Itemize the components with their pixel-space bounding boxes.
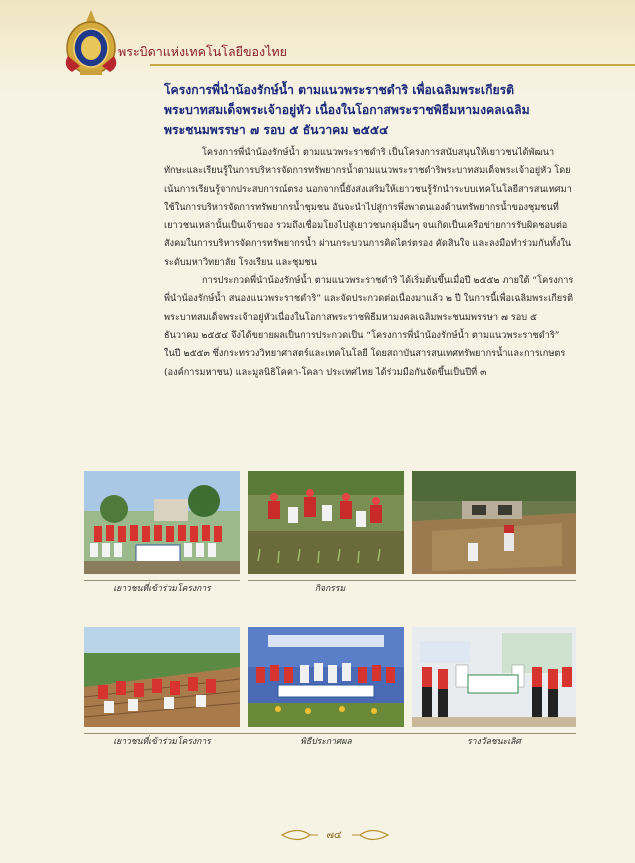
- article-title: [164, 80, 564, 140]
- header-divider: [150, 64, 635, 66]
- photo-caption: เยาวชนที่เข้าร่วมโครงการ: [113, 737, 211, 747]
- photo-canal-activity: [412, 471, 576, 574]
- photo-caption: พิธีประกาศผล: [300, 737, 352, 747]
- header-title: พระบิดาแห่งเทคโนโลยีของไทย: [118, 44, 287, 59]
- royal-emblem-icon: [60, 8, 122, 78]
- article-title-line: โครงการพี่นำน้องรักษ์น้ำ ตามแนวพระราชดำริ เพื่อเฉลิมพระเกียรติ: [164, 83, 515, 97]
- photo-caption: รางวัลชนะเลิศ: [467, 737, 521, 747]
- photo-first-prize: [412, 627, 576, 727]
- article-paragraph: การประกวดพี่นำน้องรักษ์น้ำ ตามแนวพระราชดำริ ได้เริ่มต้นขึ้นเมื่อปี ๒๕๕๒ ภายใต้ “โครงการพี่นำน้องรักษ์น้ำ สนองแนวพระราชดำริ” และจัดประกวดต่อเนื่องมาแล้ว ๒ ปี ในการนี้เพื่อเฉลิมพระเกียรติพระบาทสมเด็จพระเจ้าอยู่หัวเนื่องในโอกาสพระราชพิธีมหามงคลเฉลิมพระชนมพรรษา ๗ รอบ ๕ ธันวาคม ๒๕๕๔ จึงได้ขยายผลเป็นการประกวดเป็น “โครงการพี่นำน้องรักษ์น้ำ ตามแนวพระราชดำริ” ในปี ๒๕๕๓ ซึ่งกระทรวงวิทยาศาสตร์และเทคโนโลยี โดยสถาบันสารสนเทศทรัพยากรน้ำและการเกษตร (องค์การมหาชน) และมูลนิธิโคคา-โคลา ประเทศไทย ได้ร่วมมือกันจัดขึ้นเป็นปีที่ ๓: [164, 275, 574, 378]
- article-title-line: พระบาทสมเด็จพระเจ้าอยู่หัว เนื่องในโอกาสพระราชพิธีมหามงคลเฉลิม: [164, 103, 530, 117]
- photo-caption: กิจกรรม: [314, 584, 346, 594]
- photo-award-ceremony: [248, 627, 404, 727]
- article-title-line: พระชนมพรรษา ๗ รอบ ๕ ธันวาคม ๒๕๕๔: [164, 123, 389, 137]
- photo-youth-group-outdoor: [84, 471, 240, 574]
- page-number: ๗๔: [326, 830, 342, 841]
- article-body: [164, 144, 574, 382]
- photo-caption: เยาวชนที่เข้าร่วมโครงการ: [113, 584, 211, 594]
- photo-planting-activity: [248, 471, 404, 574]
- article-paragraph: โครงการพี่นำน้องรักษ์น้ำ ตามแนวพระราชดำริ เป็นโครงการสนับสนุนให้เยาวชนได้พัฒนาทักษะและเรียนรู้ในการบริหารจัดการทรัพยากรน้ำตามแนวพระราชดำริพระบาทสมเด็จพระเจ้าอยู่หัว โดยเน้นการเรียนรู้จากประสบการณ์ตรง นอกจากนี้ยังส่งเสริมให้เยาวชนรู้รักนำระบบเทคโนโลยีสารสนเทศมาใช้ในการบริหารจัดการทรัพยากรน้ำชุมชน อันจะนำไปสู่การพึ่งพาตนเองด้านทรัพยากรน้ำของชุมชนที่เยาวชนเหล่านั้นเป็นเจ้าของ รวมถึงเชื่อมโยงไปสู่เยาวชนกลุ่มอื่นๆ จนเกิดเป็นเครือข่ายการรับผิดชอบต่อสังคมในการบริหารจัดการทรัพยากรน้ำ ผ่านกระบวนการคิดไตร่ตรอง คัดสินใจ และลงมือทำร่วมกันทั้งในระดับมหาวิทยาลัย โรงเรียน และชุมชน: [164, 147, 572, 268]
- photo-youth-group-deck: [84, 627, 240, 727]
